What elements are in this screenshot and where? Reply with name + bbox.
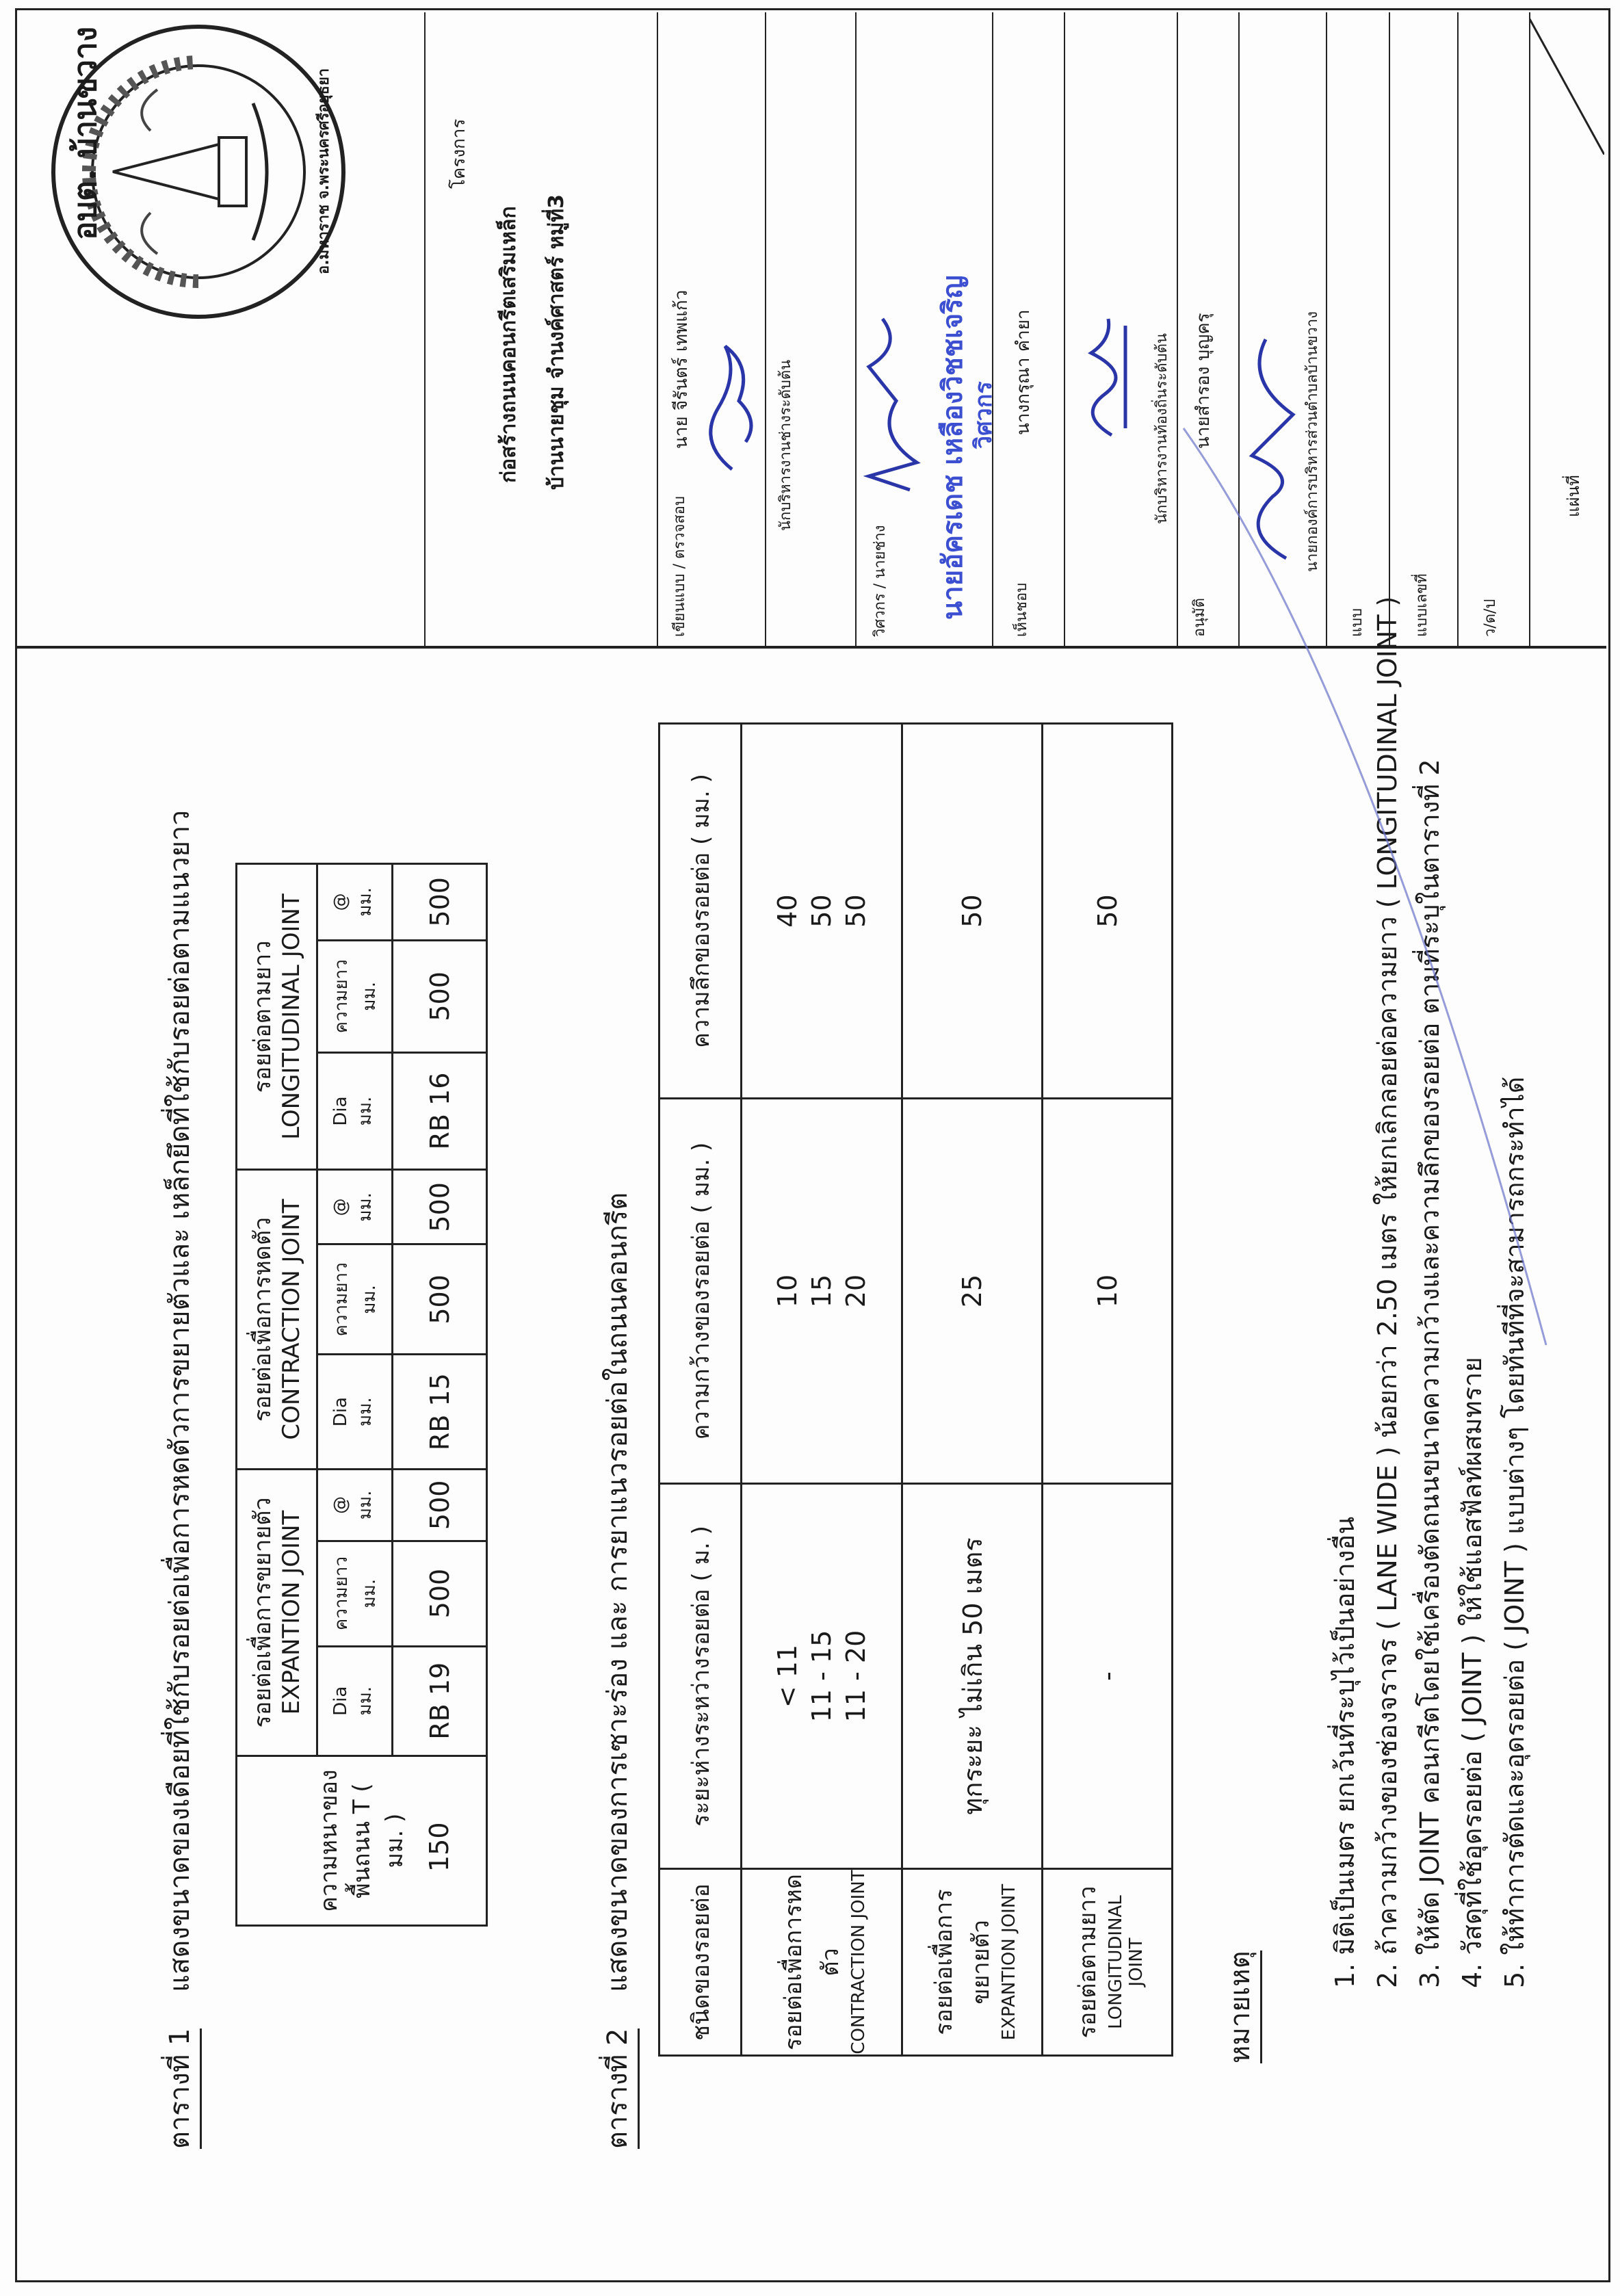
- t1-exp-dia: RB 19: [393, 1646, 487, 1756]
- project-name: ก่อสร้างถนนคอนกรีตเสริมเหล็ก: [497, 206, 521, 483]
- t1-exp-sp: 500: [393, 1470, 487, 1541]
- note-item: 1. มิติเป็นเมตร ยกเว้นที่ระบุไว้เป็นอย่างอื่น: [1330, 1516, 1360, 1988]
- table1-label: ตารางที่ 1: [164, 2028, 202, 2149]
- table-row: [902, 724, 1043, 2056]
- t2-width: 10 15 20: [742, 1099, 902, 1484]
- note-item: 4. วัสดุที่ใช้อุดรอยต่อ ( JOINT ) ให้ใช้แอสฟัลท์ผสมทราย: [1457, 1357, 1487, 1988]
- approver2-name: นายสำรอง บุญครุ: [1193, 313, 1214, 449]
- table1-group-expansion: รอยต่อเพื่อการขยายตัว EXPANTION JOINT: [237, 1470, 317, 1756]
- t2-width: 10: [1043, 1099, 1173, 1484]
- engineer-stamp-title: วิศวกร: [970, 381, 997, 449]
- table1-group-contraction: รอยต่อเพื่อการหดตัว CONTRACTION JOINT: [237, 1170, 317, 1470]
- table-row: [742, 724, 902, 2056]
- table-row: [1043, 724, 1173, 2056]
- approver1-signature: [1071, 305, 1146, 456]
- table1-col-thickness: ความหนาของพื้นถนน T ( มม. ): [237, 1756, 487, 1926]
- seal-text-top: อบต. บ้านขวาง: [66, 26, 103, 240]
- t1-sub-dia: Dia มม.: [317, 1646, 393, 1756]
- note-item: 2. ถ้าความกว้างของช่องจราจร ( LANE WIDE ) น้อยกว่า 2.50 เมตร ให้ยกเลิกลอยต่อความยาว ( LONGITUDINAL JOINT ): [1372, 596, 1402, 1988]
- t2-width: 25: [902, 1099, 1043, 1484]
- note-item: 5. ให้ทำการตัดและอุดรอยต่อ ( JOINT ) แบบต่างๆ โดยทันทีที่จะสามารถกระทำได้: [1500, 1076, 1530, 1988]
- t1-sub-length: ความยาว มม.: [317, 940, 393, 1052]
- table2-heading: [595, 1192, 639, 2149]
- t1-sub-spacing: @ มม.: [317, 1170, 393, 1244]
- t1-sub-length: ความยาว มม.: [317, 1541, 393, 1646]
- seal-text-bottom: อ.มหาราช จ.พระนครศรีอยุธยา: [315, 68, 332, 274]
- t1-sub-spacing: @ มม.: [317, 1470, 393, 1541]
- notes-heading: หมายเหตุ: [1218, 1951, 1262, 2063]
- sheet-diagonal: [1529, 18, 1604, 155]
- date-label: ว/ด/ป: [1482, 599, 1499, 637]
- seal-logo: [48, 21, 349, 322]
- t1-exp-len: 500: [393, 1541, 487, 1646]
- engineer-label: วิศวกร / นายช่าง: [872, 525, 889, 637]
- approver1-label: เห็นชอบ: [1013, 582, 1030, 637]
- t2-header-width: ความกว้างของรอยต่อ ( มม. ): [659, 1099, 742, 1484]
- t1-lon-dia: RB 16: [393, 1052, 487, 1169]
- t1-con-len: 500: [393, 1244, 487, 1355]
- table1-heading: [157, 810, 201, 2149]
- approver2-label: อนุมัติ: [1191, 597, 1208, 637]
- designer-label: เขียนแบบ / ตรวจสอบ: [671, 496, 688, 637]
- approver1-position: นักบริหารงานท้องถิ่นระดับต้น: [1153, 333, 1171, 524]
- t1-con-sp: 500: [393, 1170, 487, 1244]
- table1-title: แสดงขนาดของเดือยที่ใช้กับรอยต่อเพื่อการหดตัวการขยายตัวและ เหล็กยึดที่ใช้กับรอยต่อตามแนวยาว: [164, 810, 196, 1992]
- table2: [658, 722, 1173, 2057]
- t1-sub-dia: Dia มม.: [317, 1052, 393, 1169]
- t2-type: รอยต่อเพื่อการหดตัว CONTRACTION JOINT: [742, 1869, 902, 2056]
- t2-spacing: -: [1043, 1484, 1173, 1869]
- t2-depth: 50: [902, 724, 1043, 1099]
- t1-lon-len: 500: [393, 940, 487, 1052]
- drawing-label: แบบ: [1348, 608, 1366, 637]
- t2-type: รอยต่อตามยาว LONGITUDINAL JOINT: [1043, 1869, 1173, 2056]
- table2-title: แสดงขนาดของการเซาะร่อง และ การยาแนวรอยต่อในถนนคอนกรีต: [602, 1192, 633, 1992]
- designer-position: นักบริหารงานช่างระดับต้น: [777, 359, 794, 531]
- table2-label: ตารางที่ 2: [602, 2028, 640, 2149]
- table1: [235, 863, 488, 1927]
- sheet-label: แผ่นที่: [1564, 475, 1583, 517]
- project-location: บ้านนายชุม จำนงค์ศาสตร์ หมู่ที่3: [545, 194, 569, 490]
- approver1-name: นางกรุณา คำยา: [1013, 309, 1034, 435]
- t2-header-spacing: ระยะห่างระหว่างรอยต่อ ( ม. ): [659, 1484, 742, 1869]
- designer-signature: [691, 305, 773, 483]
- t2-spacing: < 11 11 - 15 11 - 20: [742, 1484, 902, 1869]
- t1-con-dia: RB 15: [393, 1355, 487, 1470]
- t1-sub-dia: Dia มม.: [317, 1355, 393, 1470]
- engineer-stamp: นายอัครเดช เหลืองวิชชเจริญ: [937, 275, 969, 620]
- t2-type: รอยต่อเพื่อการขยายตัว EXPANTION JOINT: [902, 1869, 1043, 2056]
- engineer-signature: [855, 298, 930, 504]
- t2-depth: 40 50 50: [742, 724, 902, 1099]
- t1-lon-sp: 500: [393, 864, 487, 941]
- approver2-position: นายกองค์การบริหารส่วนตำบลบ้านขวาง: [1304, 311, 1321, 572]
- note-item: 3. ให้ตัด JOINT คอนกรีตโดยใช้เครื่องตัดถนนขนาดความกว้างและความลึกของรอยต่อ ตามที่ระบุในตารางที่ 2: [1415, 759, 1445, 1988]
- ink-stroke: [1163, 415, 1573, 1372]
- project-label: โครงการ: [449, 118, 469, 189]
- t2-depth: 50: [1043, 724, 1173, 1099]
- t1-sub-spacing: @ มม.: [317, 864, 393, 941]
- t2-header-depth: ความลึกของรอยต่อ ( มม. ): [659, 724, 742, 1099]
- table1-group-longitudinal: รอยต่อตามยาว LONGITUDINAL JOINT: [237, 864, 317, 1170]
- designer-name: นาย จีรันตร์ เทพแก้ว: [671, 289, 692, 449]
- drawing-no-label: แบบเลขที่: [1413, 573, 1430, 637]
- t2-header-type: ชนิดของรอยต่อ: [659, 1869, 742, 2056]
- t1-thickness-value: 150: [424, 1822, 454, 1872]
- t1-sub-length: ความยาว มม.: [317, 1244, 393, 1355]
- t2-spacing: ทุกระยะ ไม่เกิน 50 เมตร: [902, 1484, 1043, 1869]
